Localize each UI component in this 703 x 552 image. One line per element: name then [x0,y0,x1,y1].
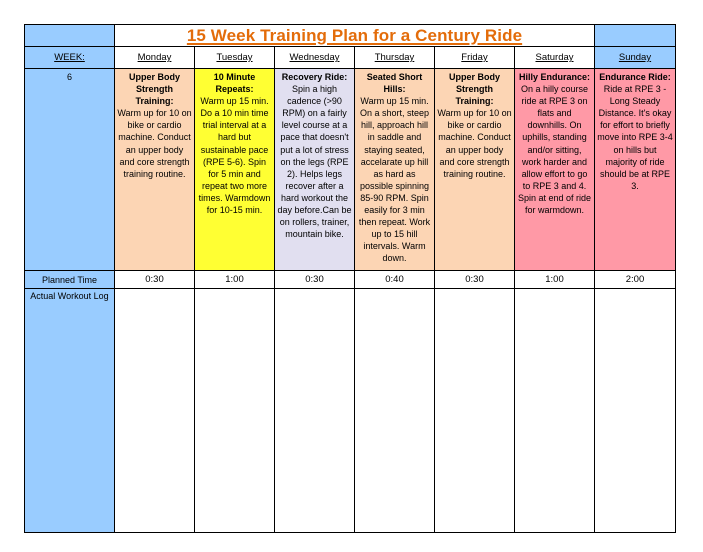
title-right-cell [595,25,676,47]
log-cell-saturday[interactable] [515,289,595,533]
planned-time-thursday: 0:40 [355,271,435,289]
week-header: WEEK: [25,47,115,69]
workout-saturday [515,69,595,271]
workout-wednesday [275,69,355,271]
workout-heading: 10 Minute Repeats: [213,72,256,95]
workout-friday [435,69,515,271]
title-cell [115,25,595,47]
corner-cell [25,25,115,47]
workout-heading: Recovery Ride: [281,72,348,82]
page-title: 15 Week Training Plan for a Century Ride [186,25,523,45]
workout-description: Warm up for 10 on bike or cardio machine. Conduct an upper body and core strength training routine. [437,108,512,179]
day-header-sunday: Sunday [595,47,676,69]
day-header-tuesday: Tuesday [195,47,275,69]
workout-thursday [355,69,435,271]
workout-description: Warm up for 10 on bike or cardio machine. Conduct an upper body and core strength training routine. [117,108,192,179]
day-header-saturday: Saturday [515,47,595,69]
workout-heading: Upper Body Strength Training: [448,72,500,107]
day-header-wednesday: Wednesday [275,47,355,69]
planned-time-friday: 0:30 [435,271,515,289]
log-cell-wednesday[interactable] [275,289,355,533]
log-cell-monday[interactable] [115,289,195,533]
planned-time-monday: 0:30 [115,271,195,289]
workout-description: Spin a high cadence (>90 RPM) on a fairly level course at a pace that doesn't put a lot of stress on the legs (RPE 2). Helps legs recover after a hard workout the day before.Can be on rollers, trainer, mountain bike. [277,84,352,240]
planned-time-saturday: 1:00 [515,271,595,289]
workout-sunday [595,69,676,271]
log-cell-friday[interactable] [435,289,515,533]
workout-tuesday [195,69,275,271]
workout-heading: Endurance Ride: [599,72,671,82]
day-header-friday: Friday [435,47,515,69]
week-number: 6 [25,69,115,271]
log-cell-sunday[interactable] [595,289,676,533]
day-header-thursday: Thursday [355,47,435,69]
planned-time-wednesday: 0:30 [275,271,355,289]
workout-heading: Hilly Endurance: [518,72,590,82]
workout-monday [115,69,195,271]
planned-time-label: Planned Time [25,271,115,289]
day-header-monday: Monday [115,47,195,69]
workout-heading: Seated Short Hills: [366,72,423,95]
log-cell-thursday[interactable] [355,289,435,533]
workout-description: On a hilly course ride at RPE 3 on flats and downhills. On uphills, standing and/or sitting, work harder and allow effort to go to RPE 3 and 4. Spin at end of ride for warmdown. [517,84,592,216]
training-plan-table [24,24,676,533]
planned-time-sunday: 2:00 [595,271,676,289]
planned-time-tuesday: 1:00 [195,271,275,289]
log-cell-tuesday[interactable] [195,289,275,533]
actual-workout-log-label: Actual Workout Log [25,289,115,533]
workout-heading: Upper Body Strength Training: [128,72,180,107]
workout-description: Ride at RPE 3 - Long Steady Distance. It's okay for effort to briefly move into RPE 3-4 on hills but majority of ride should be at RPE 3. [597,84,673,191]
workout-description: Warm up 15 min. On a short, steep hill, approach hill in saddle and staying seated, accelarate up hill as hard as possible spinning 85-90 RPM. Spin easily for 3 min then repeat. Work up to 15 hill intervals. Warm down. [358,96,431,264]
workout-description: Warm up 15 min. Do a 10 min time trial interval at a hard but sustainable pace (RPE 5-6). Spin for 5 min and repeat two more times. Warmdown for 10-15 min. [198,96,271,216]
